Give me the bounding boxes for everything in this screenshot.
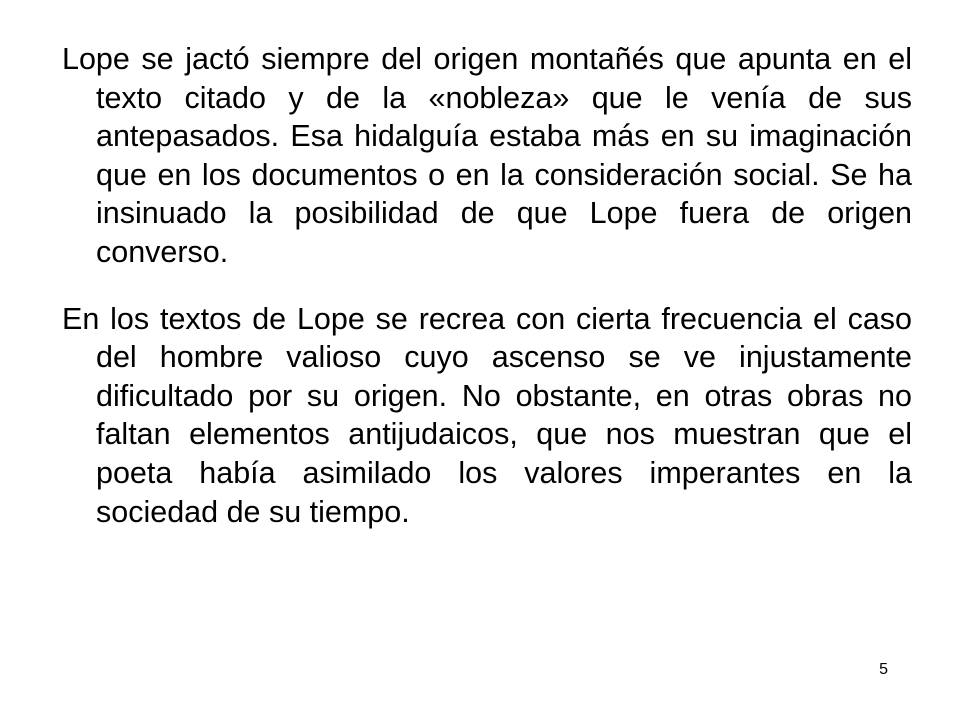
page-number: 5 bbox=[879, 661, 888, 678]
paragraph-texts: En los textos de Lope se recrea con cierta frecuencia el caso del hombre valioso cuyo ascenso se ve injustamente dificultado por su origen. No obstante, en otras obras no faltan elementos antijudaicos, que nos muestran que el poeta había asimilado los valores imperantes en la sociedad de su tiempo. bbox=[62, 301, 912, 529]
paragraph-origin: Lope se jactó siempre del origen montañés que apunta en el texto citado y de la «nobleza» que le venía de sus antepasados. Esa hidalguía estaba más en su imaginación que en los documentos o en la consideración social. Se ha insinuado la posibilidad de que Lope fuera de origen converso. bbox=[62, 42, 912, 269]
slide-content bbox=[62, 40, 912, 531]
